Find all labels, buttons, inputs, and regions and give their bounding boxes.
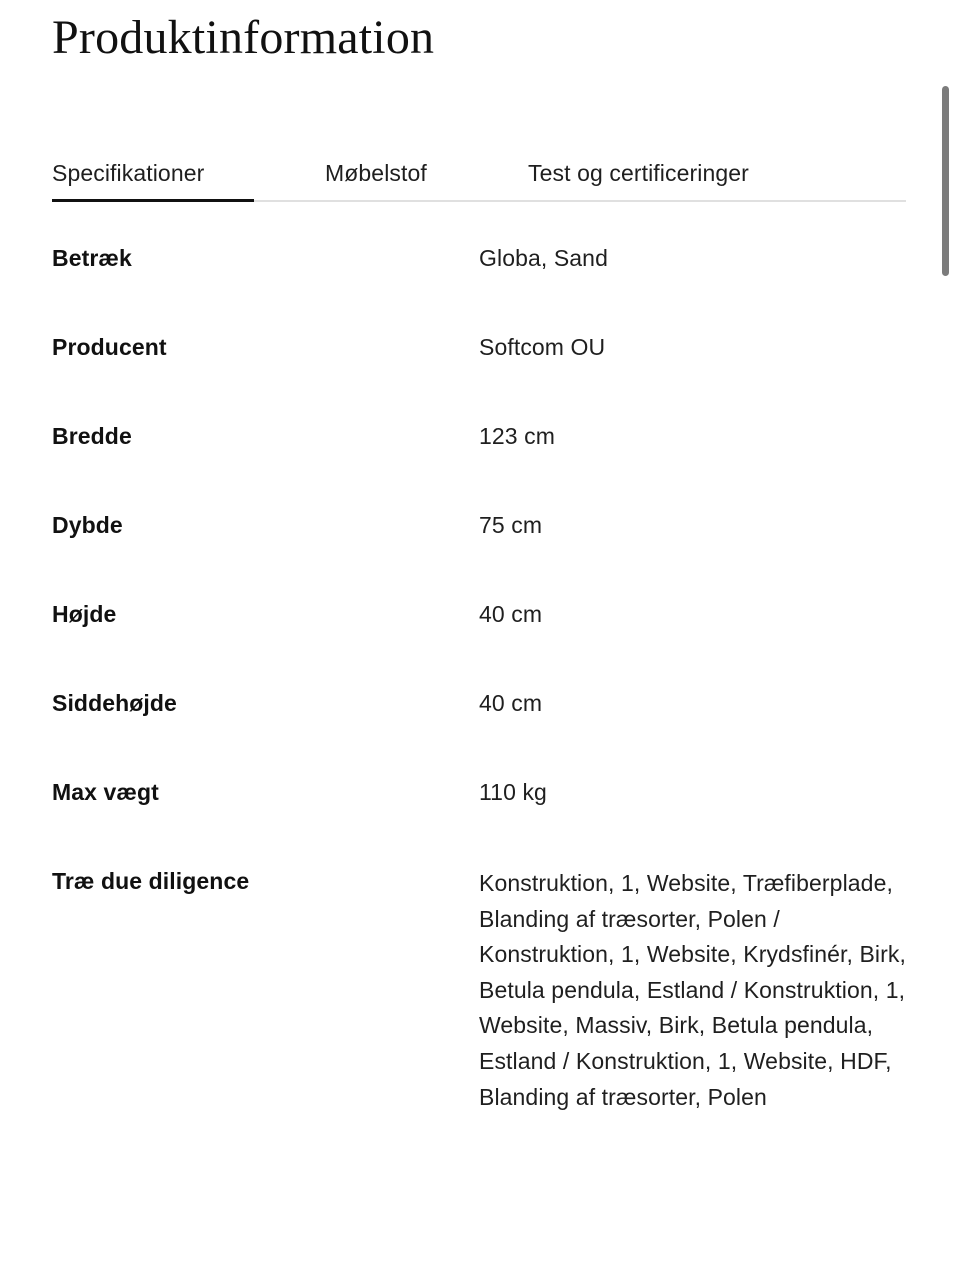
spec-value: 75 cm — [479, 512, 543, 538]
spec-value: 40 cm — [479, 690, 543, 716]
tab-test-og-certificeringer[interactable]: Test og certificeringer — [528, 160, 749, 187]
spec-row-bredde — [52, 421, 912, 510]
spec-row-dybde — [52, 510, 912, 599]
spec-value: 40 cm — [479, 601, 543, 627]
spec-value: 123 cm — [479, 423, 556, 449]
spec-row-trae-due-diligence — [52, 866, 912, 1115]
tab-mobelstof[interactable]: Møbelstof — [325, 160, 528, 188]
spec-label: Bredde — [52, 423, 132, 449]
spec-value: Konstruktion, 1, Website, Træfiberplade, Blanding af træsorter, Polen / Konstruktion, 1, Website, Krydsfinér, Birk, Betula pendula, Estland / Konstruktion, 1, Website, Massiv, Birk, Betula pendula, Estland / Konstruktion, 1, Website, HDF, Blanding af træsorter, Polen — [479, 870, 906, 1110]
tab-active-indicator — [52, 199, 254, 202]
tab-bar — [52, 132, 906, 210]
spec-row-max-vaegt — [52, 777, 912, 866]
spec-value: Globa, Sand — [479, 245, 608, 271]
scrollbar-thumb[interactable] — [942, 86, 949, 276]
spec-label: Siddehøjde — [52, 690, 177, 716]
page-title: Produktinformation — [52, 11, 435, 64]
scrollbar-track[interactable] — [945, 0, 957, 1262]
spec-row-siddehojde — [52, 688, 912, 777]
spec-value: 110 kg — [479, 779, 547, 805]
spec-label: Max vægt — [52, 779, 159, 805]
tab-specifikationer[interactable]: Specifikationer — [52, 160, 325, 188]
spec-label: Højde — [52, 601, 117, 627]
spec-label: Producent — [52, 334, 167, 360]
specification-list — [52, 243, 912, 1115]
spec-label: Dybde — [52, 512, 123, 538]
spec-label: Betræk — [52, 245, 132, 271]
spec-value: Softcom OU — [479, 334, 606, 360]
spec-row-betraek — [52, 243, 912, 332]
spec-label: Træ due diligence — [52, 868, 250, 894]
tab-list — [52, 132, 906, 188]
spec-row-producent — [52, 332, 912, 421]
spec-row-hojde — [52, 599, 912, 688]
